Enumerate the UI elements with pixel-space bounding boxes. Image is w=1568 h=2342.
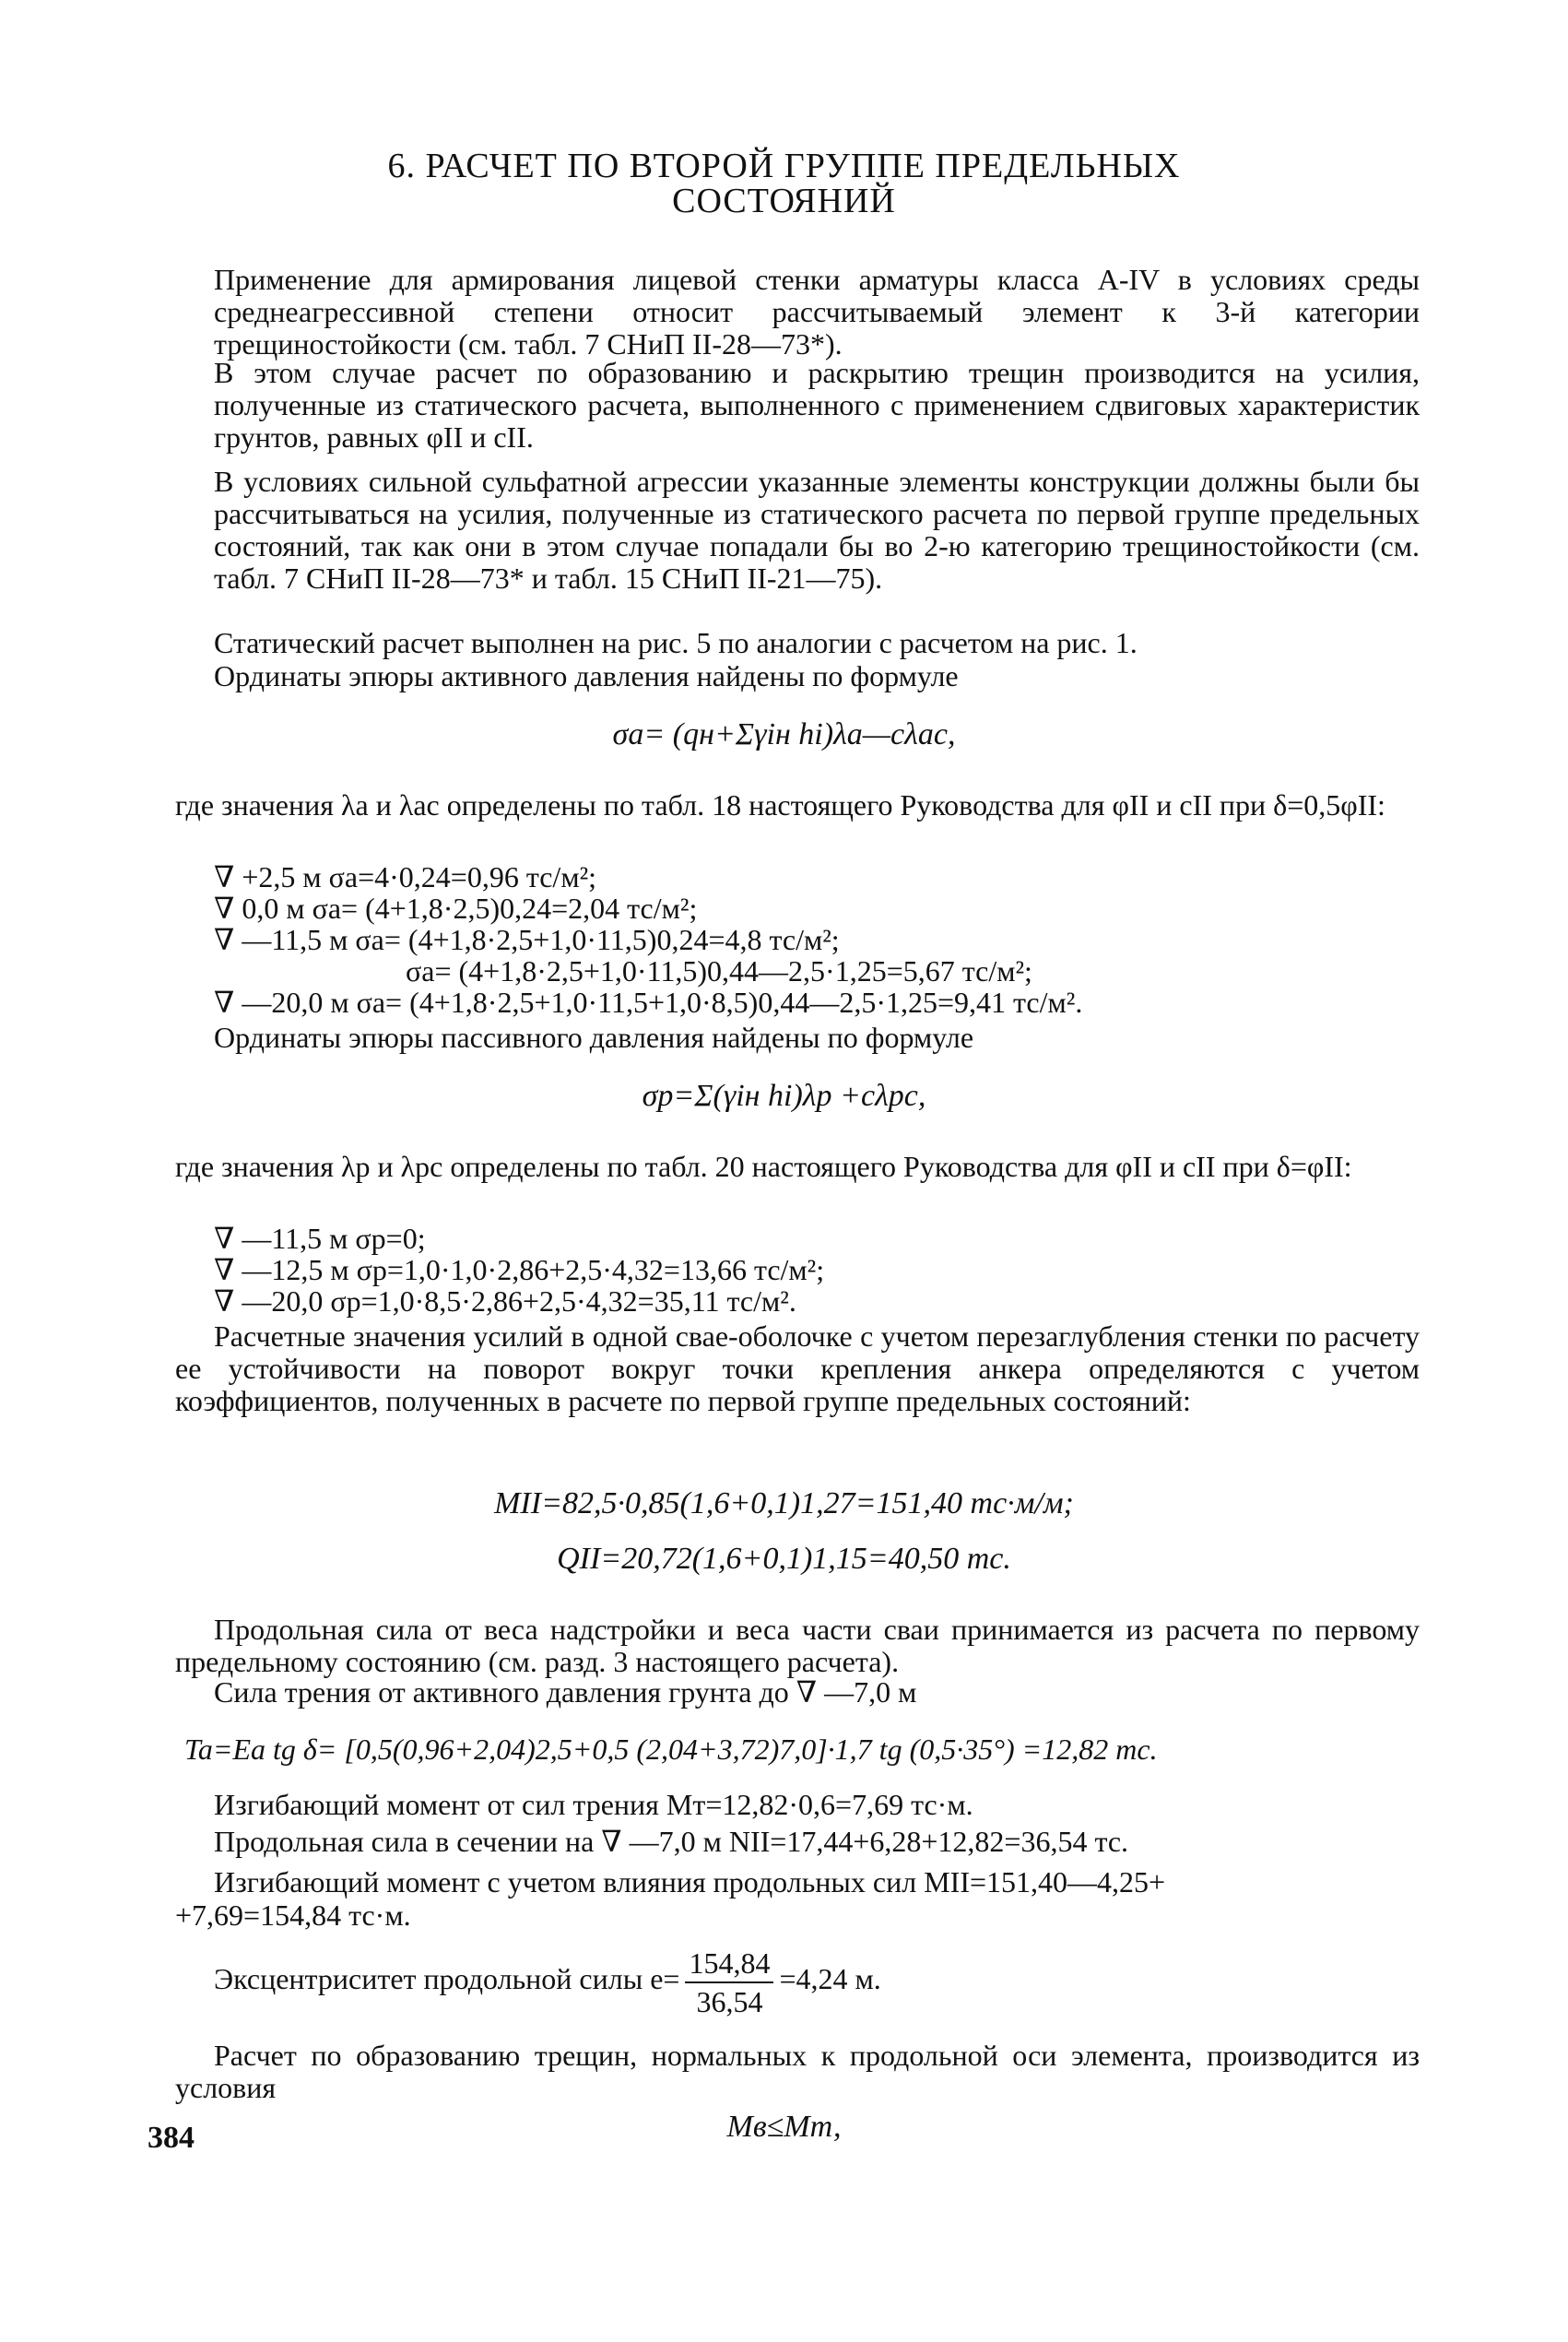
bending-total-line2: +7,69=154,84 тс·м. (175, 1898, 411, 1932)
eccentricity-prefix: Эксцентриситет продольной силы e= (214, 1962, 680, 1995)
passive-intro: Ординаты эпюры пассивного давления найдены по формуле (214, 1021, 974, 1054)
formula-passive-pressure: σp=Σ(γiн hi)λp +cλpc, (642, 1079, 926, 1113)
page-number: 384 (147, 2121, 195, 2155)
passive-row: ∇ —20,0 σp=1,0·8,5·2,86+2,5·4,32=35,11 тс/м². (214, 1284, 796, 1318)
formula-friction: Ta=Ea tg δ= [0,5(0,96+2,04)2,5+0,5 (2,04+3,72)7,0]·1,7 tg (0,5·35°) =12,82 тс. (184, 1733, 1158, 1766)
eccentricity-numerator: 154,84 (685, 1945, 773, 1983)
active-row: ∇ —20,0 м σa= (4+1,8·2,5+1,0·11,5+1,0·8,5)0,44—2,5·1,25=9,41 тс/м². (214, 986, 1083, 1019)
paragraph-5: Ординаты эпюры активного давления найдены по формуле (214, 659, 959, 692)
formula-active-pressure: σa= (qн+Σγiн hi)λa—cλac, (612, 717, 956, 751)
paragraph-2: В этом случае расчет по образованию и раскрытию трещин производится на усилия, полученные из статического расчета, выполненного с применением сдвиговых характеристик грунтов, равных φII и cII. (214, 356, 1420, 454)
where-passive-text: где значения λp и λpc определены по табл. 20 настоящего Руководства для φII и cII при δ=φII: (175, 1150, 1352, 1183)
active-row: ∇ +2,5 м σa=4·0,24=0,96 тс/м²; (214, 860, 597, 893)
bending-total-line1: Изгибающий момент с учетом влияния продольных сил MII=151,40—4,25+ (214, 1865, 1166, 1898)
cracks-paragraph: Расчет по образованию трещин, нормальных к продольной оси элемента, производится из условия (175, 2039, 1420, 2104)
passive-row: ∇ —11,5 м σp=0; (214, 1222, 426, 1255)
active-row: ∇ 0,0 м σa= (4+1,8·2,5)0,24=2,04 тс/м²; (214, 892, 698, 925)
paragraph-4: Статический расчет выполнен на рис. 5 по аналогии с расчетом на рис. 1. (214, 626, 1138, 659)
formula-moment: MII=82,5·0,85(1,6+0,1)1,27=151,40 тс·м/м; (494, 1486, 1074, 1520)
active-row: σa= (4+1,8·2,5+1,0·11,5)0,44—2,5·1,25=5,67 тс/м²; (406, 954, 1032, 988)
eccentricity-fraction (685, 1945, 773, 2020)
forces-paragraph: Расчетные значения усилий в одной сваe-оболочке с учетом перезаглубления стенки по расчету ее устойчивости на поворот вокруг точки крепления анкера определяются с учетом коэффициентов, полученных в расчете по первой группе предельных состояний: (175, 1319, 1420, 1417)
active-row: ∇ —11,5 м σa= (4+1,8·2,5+1,0·11,5)0,24=4,8 тс/м²; (214, 923, 840, 956)
formula-shear: QII=20,72(1,6+0,1)1,15=40,50 тс. (557, 1542, 1011, 1576)
paragraph-1: Применение для армирования лицевой стенки арматуры класса А-IV в условиях среды среднеагрессивной степени относит рассчитываемый элемент к 3-й категории трещиностойкости (см. табл. 7 СНиП II-28—73*). (214, 263, 1420, 361)
bending-friction-line: Изгибающий момент от сил трения Mт=12,82·0,6=7,69 тс·м. (214, 1788, 973, 1821)
formula-condition: Mв≤Mт, (726, 2110, 842, 2144)
section-title-line1: 6. РАСЧЕТ ПО ВТОРОЙ ГРУППЕ ПРЕДЕЛЬНЫХ (387, 147, 1181, 185)
eccentricity-suffix: =4,24 м. (779, 1962, 881, 1995)
longitudinal-paragraph: Продольная сила от веса надстройки и веса части сваи принимается из расчета по первому предельному состоянию (см. разд. 3 настоящего расчета). (175, 1613, 1420, 1678)
where-active-text: где значения λa и λac определены по табл. 18 настоящего Руководства для φII и cII при δ=0,5φII: (175, 788, 1385, 822)
section-title-line2: СОСТОЯНИЙ (672, 182, 896, 220)
friction-intro: Сила трения от активного давления грунта до ∇ —7,0 м (214, 1675, 917, 1709)
section-force-line: Продольная сила в сечении на ∇ —7,0 м NII=17,44+6,28+12,82=36,54 тс. (214, 1825, 1129, 1858)
paragraph-3: В условиях сильной сульфатной агрессии указанные элементы конструкции должны были бы рассчитываться на усилия, полученные из статического расчета по первой группе предельных состояний, так как они в этом случае попадали бы во 2-ю категорию трещиностойкости (см. табл. 7 СНиП II-28—73* и табл. 15 СНиП II-21—75). (214, 465, 1420, 595)
eccentricity-denominator: 36,54 (696, 1984, 763, 2018)
eccentricity-line (214, 1942, 881, 2020)
passive-row: ∇ —12,5 м σp=1,0·1,0·2,86+2,5·4,32=13,66 тс/м²; (214, 1253, 825, 1286)
